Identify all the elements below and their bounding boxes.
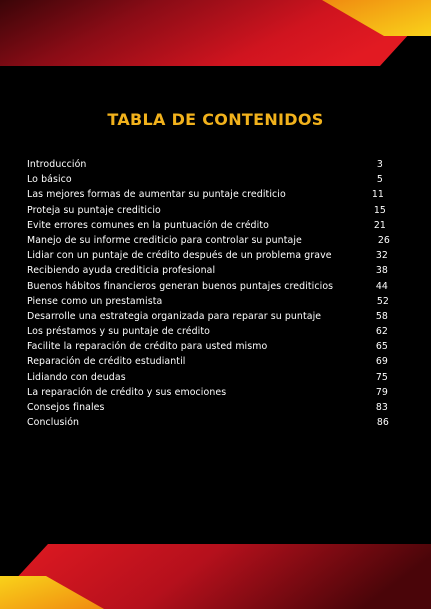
bottom-corner-band — [0, 544, 431, 609]
top-corner-band — [0, 0, 431, 66]
toc-entry-title: Consejos finales — [27, 402, 105, 413]
toc-entry-page-number: 52 — [376, 295, 389, 307]
toc-entry-title: Facilite la reparación de crédito para usted mismo — [27, 341, 268, 353]
toc-entry-page-number: 83 — [375, 402, 388, 413]
toc-entry[interactable] — [27, 324, 397, 339]
toc-entry-page-number: 79 — [375, 386, 388, 398]
toc-entry[interactable] — [27, 279, 397, 294]
toc-entry-page-number: 26 — [377, 234, 390, 246]
toc-entry-title: Buenos hábitos financieros generan buenos puntajes crediticios — [27, 280, 334, 292]
toc-entry-page-number: 65 — [375, 341, 388, 353]
toc-entry[interactable] — [27, 354, 397, 369]
toc-entry[interactable] — [27, 385, 397, 400]
toc-entry-page-number: 44 — [375, 280, 388, 292]
toc-entry-title: Desarrolle una estrategia organizada para reparar su puntaje — [27, 310, 322, 322]
toc-entry[interactable] — [27, 157, 397, 172]
toc-entry[interactable] — [27, 400, 397, 415]
toc-entry-title: Proteja su puntaje crediticio — [27, 204, 161, 216]
toc-entry-title: Conclusión — [27, 417, 80, 429]
toc-entry-page-number: 86 — [376, 417, 389, 429]
toc-entry-page-number: 62 — [375, 326, 388, 338]
toc-entry-title: Lidiar con un puntaje de crédito después de un problema grave — [27, 250, 332, 262]
toc-entry-title: Reparación de crédito estudiantil — [27, 356, 186, 368]
toc-entry[interactable] — [27, 233, 397, 248]
toc-entry[interactable] — [27, 309, 397, 324]
toc-entry-title: La reparación de crédito y sus emociones — [27, 386, 227, 398]
toc-entry-page-number: 75 — [375, 371, 388, 383]
toc-entry-page-number: 3 — [376, 159, 383, 170]
toc-entry[interactable] — [27, 248, 397, 263]
page-title: TABLA DE CONTENIDOS — [107, 110, 324, 129]
toc-entry[interactable] — [27, 187, 397, 202]
table-of-contents — [27, 157, 397, 430]
toc-entry-title: Los préstamos y su puntaje de crédito — [27, 326, 210, 338]
toc-entry-title: Evite errores comunes en la puntuación de crédito — [27, 219, 269, 231]
toc-entry-page-number: 69 — [375, 356, 388, 368]
toc-entry-page-number: 32 — [375, 250, 388, 262]
toc-entry-title: Las mejores formas de aumentar su puntaje crediticio — [27, 189, 286, 201]
toc-entry[interactable] — [27, 203, 397, 218]
toc-entry-page-number: 21 — [373, 219, 386, 231]
toc-entry[interactable] — [27, 415, 397, 430]
toc-entry-title: Piense como un prestamista — [27, 295, 163, 307]
toc-entry-page-number: 38 — [375, 265, 388, 277]
toc-entry-page-number: 58 — [375, 310, 388, 322]
toc-entry-title: Lo básico — [27, 174, 72, 186]
toc-entry-page-number: 15 — [373, 204, 386, 216]
toc-entry-title: Lidiando con deudas — [27, 371, 126, 383]
toc-entry[interactable] — [27, 218, 397, 233]
toc-entry[interactable] — [27, 339, 397, 354]
toc-entry-title: Recibiendo ayuda crediticia profesional — [27, 265, 216, 277]
toc-entry[interactable] — [27, 294, 397, 309]
toc-entry-title: Introducción — [27, 159, 87, 170]
toc-entry[interactable] — [27, 172, 397, 187]
toc-entry-title: Manejo de su informe crediticio para controlar su puntaje — [27, 234, 302, 246]
toc-entry[interactable] — [27, 370, 397, 385]
toc-entry[interactable] — [27, 263, 397, 278]
toc-entry-page-number: 11 — [371, 189, 384, 201]
toc-entry-page-number: 5 — [376, 174, 383, 186]
